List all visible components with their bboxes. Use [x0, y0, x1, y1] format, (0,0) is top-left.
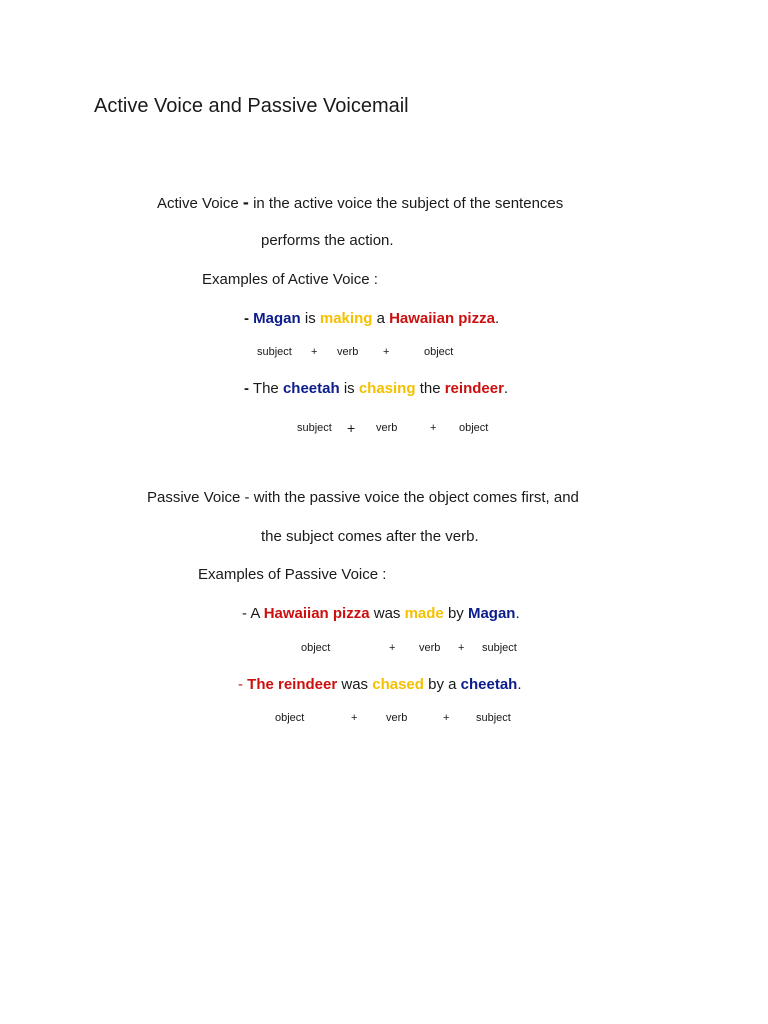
active-voice-definition [157, 192, 563, 213]
bullet-dash: - [238, 676, 243, 693]
part-plus: + [383, 346, 390, 358]
connector-word: was [373, 605, 401, 622]
part-label-subject: subject [257, 346, 292, 358]
connector-word: a [376, 310, 385, 327]
object-word: Hawaiian pizza [389, 310, 495, 327]
subject-word: Magan [467, 605, 516, 622]
passive-example-1 [242, 605, 520, 622]
active-example-2 [244, 380, 508, 397]
part-plus: + [347, 420, 356, 436]
verb-word: chasing [358, 380, 416, 397]
part-plus: + [458, 642, 465, 654]
subject-word: cheetah [282, 380, 340, 397]
definition-dash: - [242, 192, 249, 212]
connector-word: - A [242, 605, 260, 622]
object-word: Hawaiian pizza [263, 605, 370, 622]
connector-word: by [447, 605, 464, 622]
passive-examples-heading: Examples of Passive Voice : [198, 566, 387, 583]
part-label-verb: verb [376, 422, 398, 434]
subject-word: Magan [253, 310, 301, 327]
connector-word: is [343, 380, 355, 397]
part-label-object: object [424, 346, 454, 358]
part-label-subject: subject [297, 422, 332, 434]
passive-example-2 [238, 676, 522, 693]
part-plus: + [311, 346, 318, 358]
sentence-period: . [515, 605, 520, 622]
connector-word: is [304, 310, 316, 327]
verb-word: chased [372, 676, 424, 693]
passive-example-1-parts [0, 642, 768, 656]
part-plus: + [351, 712, 358, 724]
connector-word: by a [428, 676, 457, 693]
active-example-1 [244, 310, 499, 327]
part-plus: + [443, 712, 450, 724]
passive-example-2-parts [0, 712, 768, 726]
part-label-object: object [301, 642, 331, 654]
active-definition-continued: performs the action. [261, 232, 394, 249]
verb-word: making [319, 310, 373, 327]
connector-word: the [419, 380, 441, 397]
active-example-1-parts [0, 346, 768, 360]
part-plus: + [430, 422, 437, 434]
bullet-dash: - [244, 380, 249, 397]
object-word: The reindeer [247, 676, 338, 693]
active-examples-heading: Examples of Active Voice : [202, 271, 378, 288]
connector-word: The [252, 380, 279, 397]
bullet-dash: - [244, 310, 249, 327]
active-definition-text: in the active voice the subject of the sentences [253, 195, 564, 212]
page-title: Active Voice and Passive Voicemail [94, 95, 409, 117]
sentence-period: . [517, 676, 522, 693]
part-plus: + [389, 642, 396, 654]
part-label-object: object [459, 422, 489, 434]
part-label-object: object [275, 712, 305, 724]
active-voice-label: Active Voice [157, 195, 239, 212]
part-label-verb: verb [386, 712, 408, 724]
subject-word: cheetah [460, 676, 518, 693]
part-label-subject: subject [476, 712, 511, 724]
connector-word: was [341, 676, 369, 693]
sentence-period: . [494, 310, 500, 327]
part-label-verb: verb [419, 642, 441, 654]
active-example-2-parts [0, 422, 768, 436]
part-label-verb: verb [337, 346, 359, 358]
object-word: reindeer [444, 380, 504, 397]
part-label-subject: subject [482, 642, 517, 654]
passive-voice-definition: Passive Voice - with the passive voice the object comes first, and [147, 489, 579, 506]
sentence-period: . [503, 380, 509, 397]
passive-definition-continued: the subject comes after the verb. [261, 528, 479, 545]
verb-word: made [404, 605, 444, 622]
